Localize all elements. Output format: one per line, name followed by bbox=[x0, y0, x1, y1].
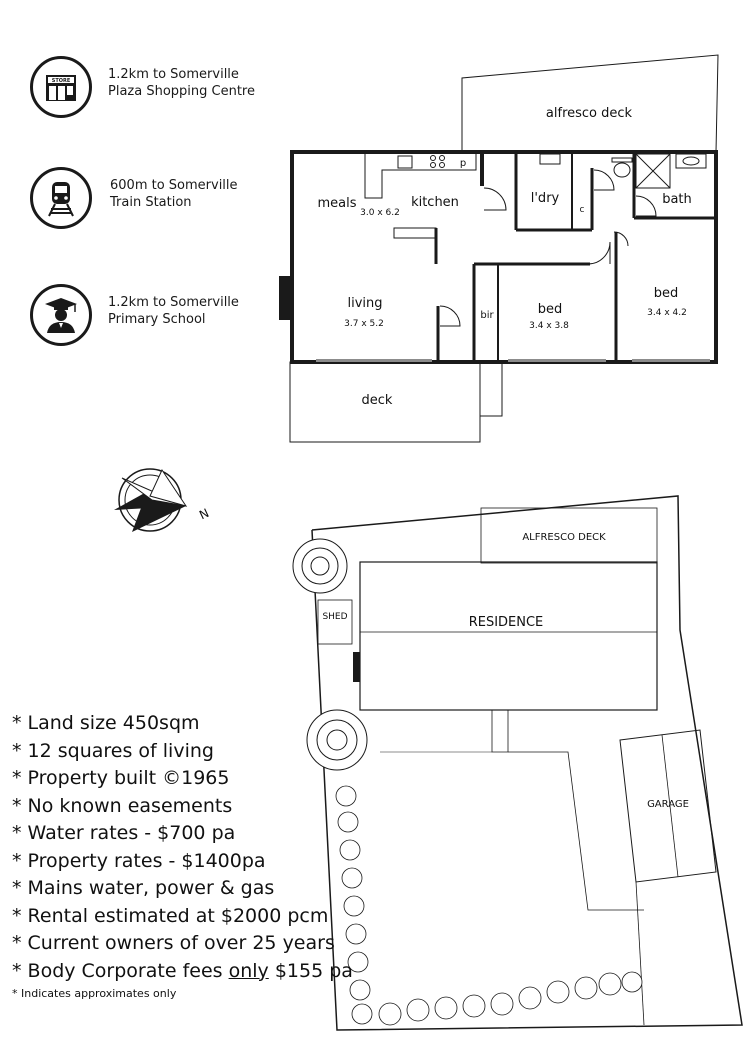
residence-label: RESIDENCE bbox=[468, 615, 544, 630]
hedge-icon bbox=[336, 786, 642, 1025]
bed2-label: bed bbox=[653, 286, 679, 301]
bath-label: bath bbox=[662, 192, 692, 207]
amenity-line2: Train Station bbox=[110, 195, 192, 210]
deck-label: deck bbox=[361, 393, 393, 408]
fact-item: * Land size 450sqm bbox=[12, 712, 200, 734]
kitchen-label: kitchen bbox=[411, 195, 459, 210]
bed1-dimension: 3.4 x 3.8 bbox=[529, 321, 569, 331]
fact-item: * Mains water, power & gas bbox=[12, 877, 275, 899]
store-badge-text: STORE bbox=[51, 78, 71, 84]
fact-item: * Property built ©1965 bbox=[12, 767, 230, 789]
fact-emphasis: only bbox=[228, 959, 269, 982]
compass-icon bbox=[114, 469, 211, 532]
laundry-label: l'dry bbox=[530, 191, 560, 206]
tree-icon bbox=[293, 539, 347, 593]
property-facts bbox=[12, 710, 352, 1000]
living-label: living bbox=[347, 296, 383, 311]
fact-item: * Current owners of over 25 years bbox=[12, 932, 335, 954]
shed-label: SHED bbox=[322, 612, 348, 622]
bed1-label: bed bbox=[537, 302, 563, 317]
living-dimension: 3.7 x 5.2 bbox=[344, 319, 384, 329]
amenity-line1: 1.2km to Somerville bbox=[108, 295, 239, 310]
meals-label: meals bbox=[317, 196, 357, 211]
fact-item: * Water rates - $700 pa bbox=[12, 822, 236, 844]
floor-plan bbox=[279, 55, 718, 442]
cupboard-label: c bbox=[579, 205, 585, 215]
alfresco-deck-label: alfresco deck bbox=[545, 106, 633, 121]
compass-north-label: N bbox=[197, 505, 212, 523]
site-alfresco-label: ALFRESCO DECK bbox=[522, 532, 606, 543]
bed2-dimension: 3.4 x 4.2 bbox=[647, 308, 687, 318]
meals-dimension: 3.0 x 6.2 bbox=[360, 208, 400, 218]
pantry-label: p bbox=[459, 158, 467, 169]
garage-label: GARAGE bbox=[647, 799, 689, 810]
amenity-line2: Primary School bbox=[108, 312, 206, 327]
amenity-line1: 600m to Somerville bbox=[110, 178, 238, 193]
fact-item: * Property rates - $1400pa bbox=[12, 849, 266, 872]
fact-item: * No known easements bbox=[12, 794, 233, 817]
fact-item-body-corporate bbox=[12, 958, 352, 986]
fact-text: $155 pa bbox=[268, 959, 353, 982]
fact-item: * Rental estimated at $2000 pcm bbox=[12, 904, 329, 927]
footnote: * Indicates approximates only bbox=[12, 987, 177, 1000]
amenity-line1: 1.2km to Somerville bbox=[108, 67, 239, 82]
bir-label: bir bbox=[480, 310, 494, 321]
amenity-line2: Plaza Shopping Centre bbox=[108, 84, 255, 99]
site-plan-labels bbox=[322, 532, 688, 810]
site-plan bbox=[312, 496, 742, 1030]
fact-item: * 12 squares of living bbox=[12, 739, 214, 762]
fact-text: * Body Corporate fees bbox=[12, 959, 229, 982]
